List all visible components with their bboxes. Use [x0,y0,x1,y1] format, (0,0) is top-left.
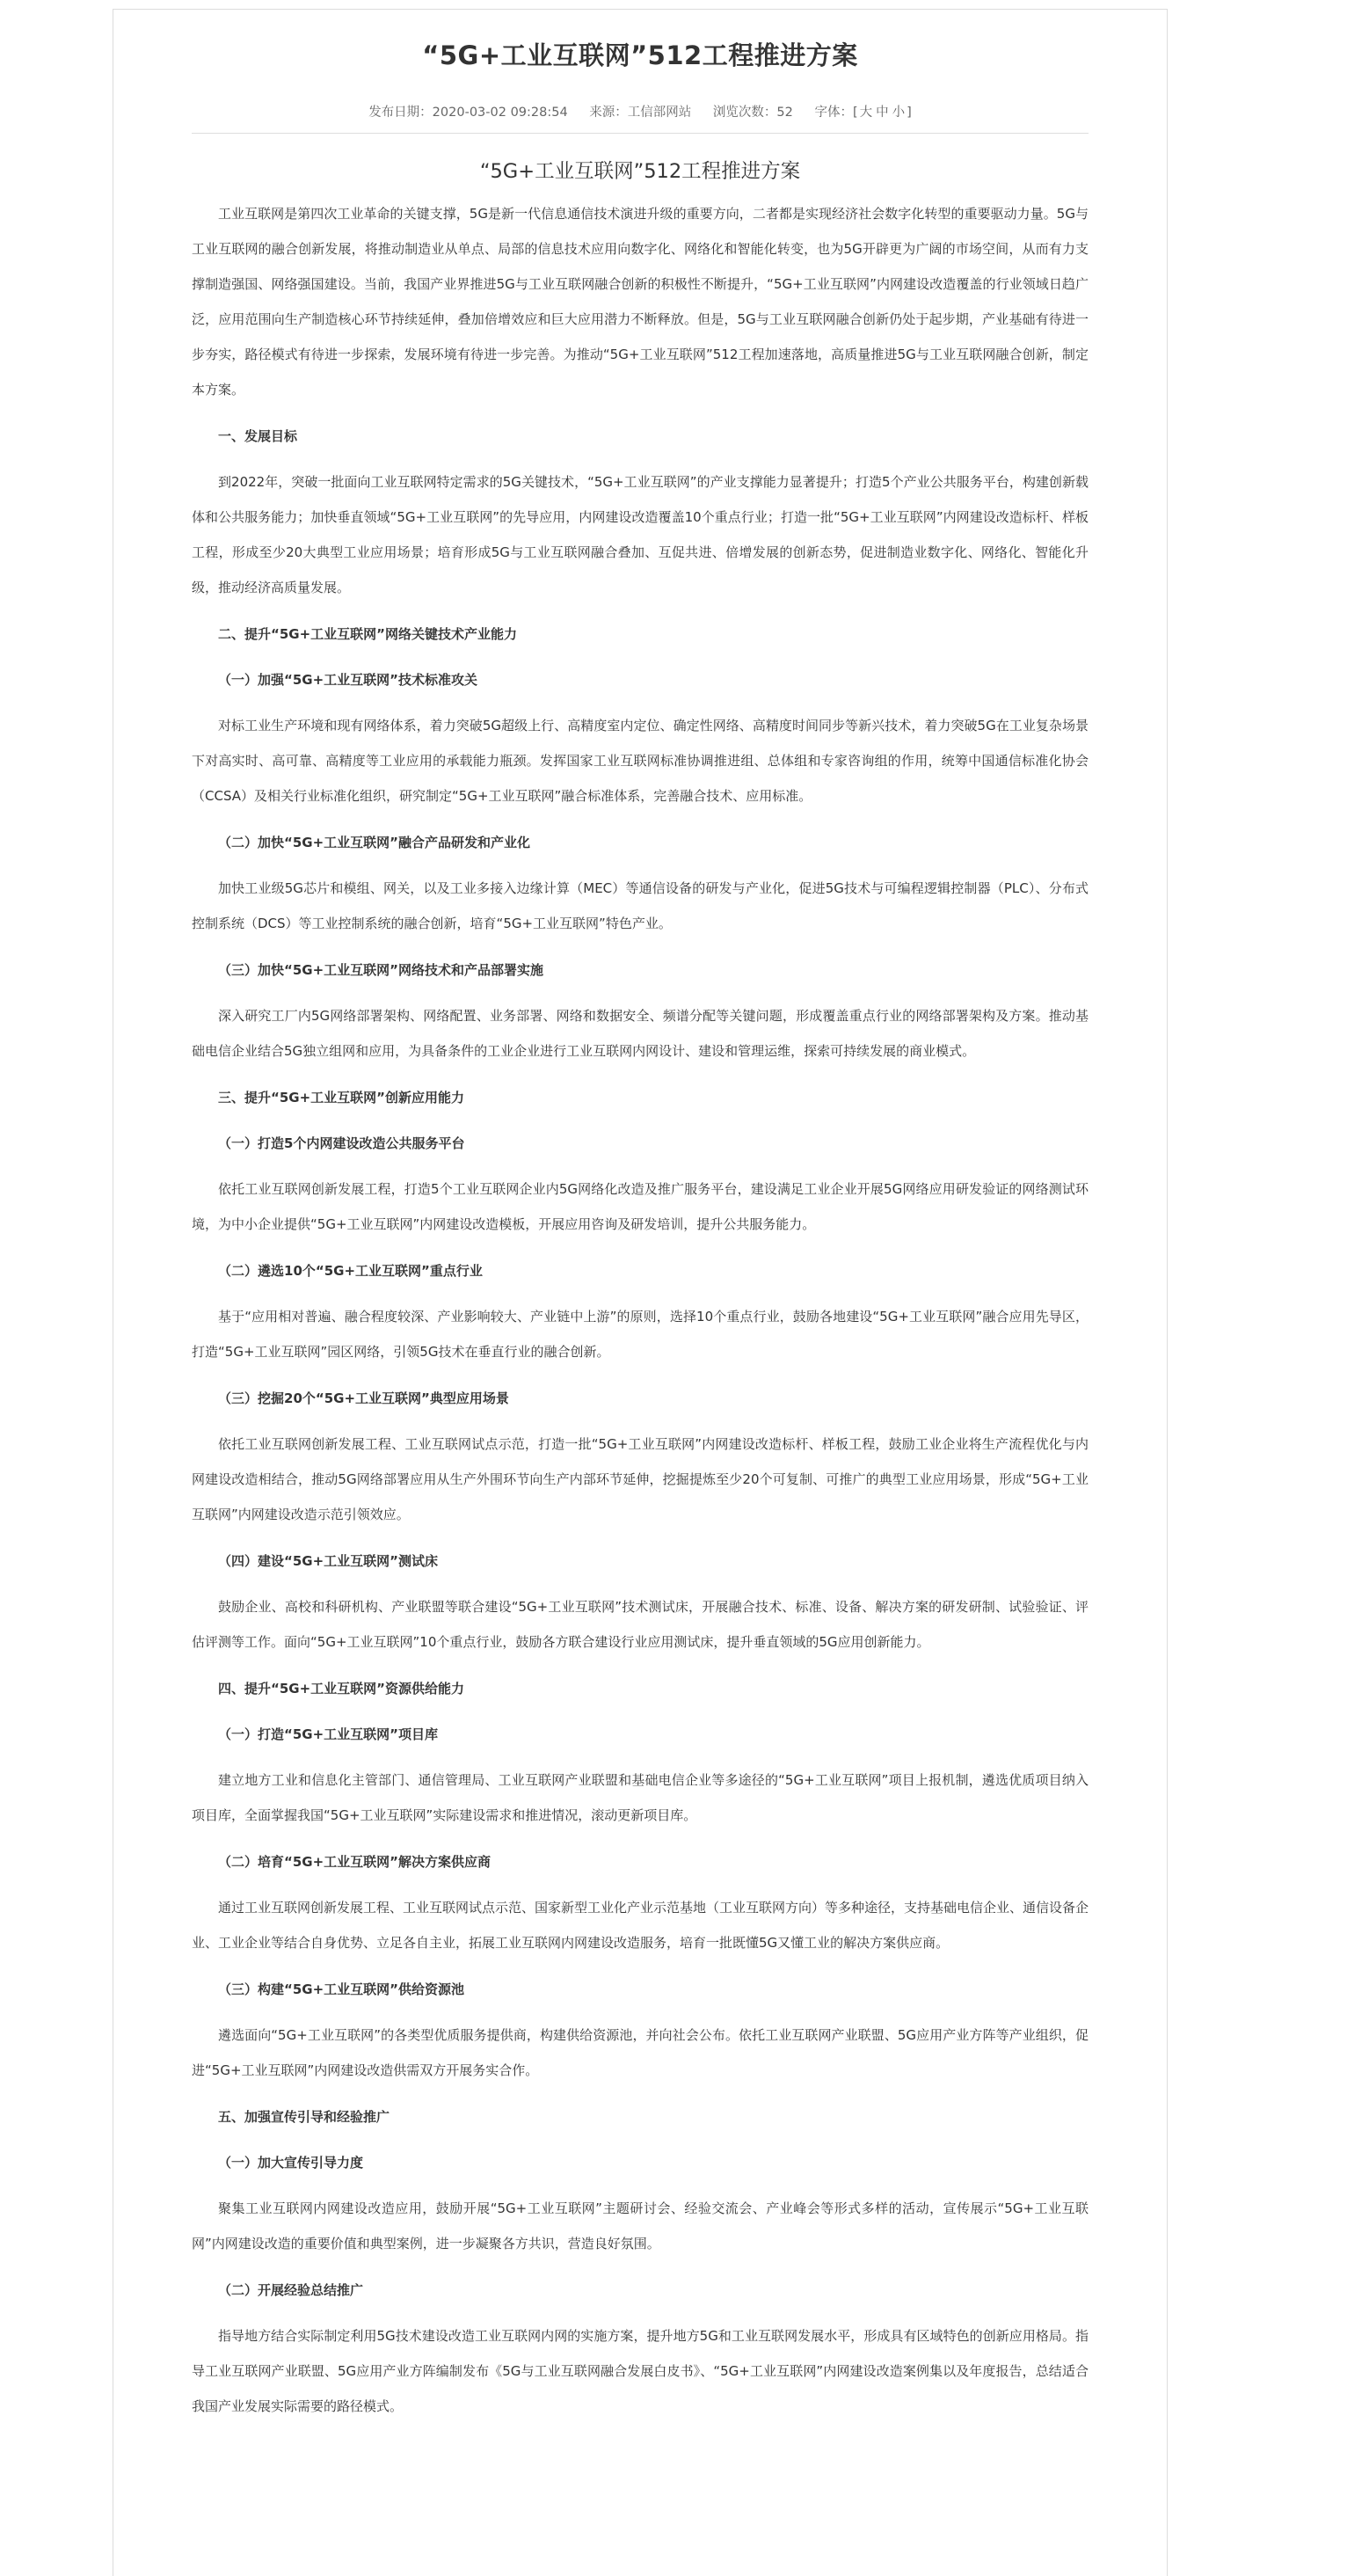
font-large-link[interactable]: 大 [859,106,873,120]
paragraph: 到2022年，突破一批面向工业互联网特定需求的5G关键技术，“5G+工业互联网”的产业支撑能力显著提升；打造5个产业公共服务平台，构建创新载体和公共服务能力；加快垂直领域“5G+工业互联网”的先导应用，内网建设改造覆盖10个重点行业；打造一批“5G+工业互联网”内网建设改造标杆、样板工程，形成至少20大典型工业应用场景；培育形成5G与工业互联网融合叠加、互促共进、倍增发展的创新态势，促进制造业数字化、网络化、智能化升级，推动经济高质量发展。 [192,474,1089,595]
section-heading: 二、提升“5G+工业互联网”网络关键技术产业能力 [218,626,518,642]
section-heading: （三）构建“5G+工业互联网”供给资源池 [218,1981,465,1997]
section-heading: 三、提升“5G+工业互联网”创新应用能力 [218,1090,465,1106]
section-heading: （二）培育“5G+工业互联网”解决方案供应商 [218,1854,492,1870]
divider [192,133,1089,134]
paragraph: 通过工业互联网创新发展工程、工业互联网试点示范、国家新型工业化产业示范基地（工业互联网方向）等多种途径，支持基础电信企业、通信设备企业、工业企业等结合自身优势、立足各自主业，拓展工业互联网内网建设改造服务，培育一批既懂5G又懂工业的解决方案供应商。 [192,1900,1089,1951]
article-heading: “5G+工业互联网”512工程推进方案 [479,160,801,183]
paragraph: 建立地方工业和信息化主管部门、通信管理局、工业互联网产业联盟和基础电信企业等多途径的“5G+工业互联网”项目上报机制，遴选优质项目纳入项目库，全面掌握我国“5G+工业互联网”实际建设需求和推进情况，滚动更新项目库。 [192,1772,1089,1823]
paragraph: 基于“应用相对普遍、融合程度较深、产业影响较大、产业链中上游”的原则，选择10个重点行业，鼓励各地建设“5G+工业互联网”融合应用先导区，打造“5G+工业互联网”园区网络，引领5G技术在垂直行业的融合创新。 [192,1309,1089,1360]
section-heading: （三）挖掘20个“5G+工业互联网”典型应用场景 [218,1390,509,1406]
article-meta [113,102,1167,120]
article-page [113,9,1168,2576]
paragraph: 对标工业生产环境和现有网络体系，着力突破5G超级上行、高精度室内定位、确定性网络、高精度时间同步等新兴技术，着力突破5G在工业复杂场景下对高实时、高可靠、高精度等工业应用的承载能力瓶颈。发挥国家工业互联网标准协调推进组、总体组和专家咨询组的作用，统筹中国通信标准化协会（CCSA）及相关行业标准化组织，研究制定“5G+工业互联网”融合标准体系，完善融合技术、应用标准。 [192,718,1089,804]
section-heading: （四）建设“5G+工业互联网”测试床 [218,1553,439,1569]
section-heading: 一、发展目标 [218,428,298,444]
section-heading: （二）遴选10个“5G+工业互联网”重点行业 [218,1263,483,1279]
font-size-close: ] [907,106,912,120]
publish-date: 发布日期：2020-03-02 09:28:54 [368,106,568,120]
section-heading: （一）打造“5G+工业互联网”项目库 [218,1726,439,1742]
font-size-label: 字体：[ [814,106,858,120]
section-heading: 五、加强宣传引导和经验推广 [218,2109,390,2125]
section-heading: （一）打造5个内网建设改造公共服务平台 [218,1135,465,1151]
source: 来源：工信部网站 [589,106,692,120]
section-heading: （二）开展经验总结推广 [218,2282,364,2298]
paragraph: 依托工业互联网创新发展工程、工业互联网试点示范，打造一批“5G+工业互联网”内网建设改造标杆、样板工程，鼓励工业企业将生产流程优化与内网建设改造相结合，推动5G网络部署应用从生产外围环节向生产内部环节延伸，挖掘提炼至少20个可复制、可推广的典型工业应用场景，形成“5G+工业互联网”内网建设改造示范引领效应。 [192,1436,1089,1522]
font-medium-link[interactable]: 中 [876,106,889,120]
section-heading: （一）加大宣传引导力度 [218,2155,364,2171]
paragraph: 依托工业互联网创新发展工程，打造5个工业互联网企业内5G网络化改造及推广服务平台，建设满足工业企业开展5G网络应用研发验证的网络测试环境，为中小企业提供“5G+工业互联网”内网建设改造模板，开展应用咨询及研发培训，提升公共服务能力。 [192,1181,1089,1232]
paragraph: 加快工业级5G芯片和模组、网关，以及工业多接入边缘计算（MEC）等通信设备的研发与产业化，促进5G技术与可编程逻辑控制器（PLC）、分布式控制系统（DCS）等工业控制系统的融合创新，培育“5G+工业互联网”特色产业。 [192,880,1089,931]
article-content [192,156,1089,2424]
paragraph: 深入研究工厂内5G网络部署架构、网络配置、业务部署、网络和数据安全、频谱分配等关键问题，形成覆盖重点行业的网络部署架构及方案。推动基础电信企业结合5G独立组网和应用，为具备条件的工业企业进行工业互联网内网设计、建设和管理运维，探索可持续发展的商业模式。 [192,1008,1089,1059]
paragraph: 工业互联网是第四次工业革命的关键支撑，5G是新一代信息通信技术演进升级的重要方向，二者都是实现经济社会数字化转型的重要驱动力量。5G与工业互联网的融合创新发展，将推动制造业从单点、局部的信息技术应用向数字化、网络化和智能化转变，也为5G开辟更为广阔的市场空间，从而有力支撑制造强国、网络强国建设。当前，我国产业界推进5G与工业互联网融合创新的积极性不断提升，“5G+工业互联网”内网建设改造覆盖的行业领域日趋广泛，应用范围向生产制造核心环节持续延伸，叠加倍增效应和巨大应用潜力不断释放。但是，5G与工业互联网融合创新仍处于起步期，产业基础有待进一步夯实，路径模式有待进一步探索，发展环境有待进一步完善。为推动“5G+工业互联网”512工程加速落地，高质量推进5G与工业互联网融合创新，制定本方案。 [192,206,1089,398]
page-title: “5G+工业互联网”512工程推进方案 [422,40,858,70]
paragraph: 指导地方结合实际制定利用5G技术建设改造工业互联网内网的实施方案，提升地方5G和工业互联网发展水平，形成具有区域特色的创新应用格局。指导工业互联网产业联盟、5G应用产业方阵编制发布《5G与工业互联网融合发展白皮书》、“5G+工业互联网”内网建设改造案例集以及年度报告，总结适合我国产业发展实际需要的路径模式。 [192,2328,1089,2414]
section-heading: （一）加强“5G+工业互联网”技术标准攻关 [218,672,478,688]
paragraph: 鼓励企业、高校和科研机构、产业联盟等联合建设“5G+工业互联网”技术测试床，开展融合技术、标准、设备、解决方案的研发研制、试验验证、评估评测等工作。面向“5G+工业互联网”10个重点行业，鼓励各方联合建设行业应用测试床，提升垂直领域的5G应用创新能力。 [192,1599,1089,1650]
paragraph: 聚集工业互联网内网建设改造应用，鼓励开展“5G+工业互联网”主题研讨会、经验交流会、产业峰会等形式多样的活动，宣传展示“5G+工业互联网”内网建设改造的重要价值和典型案例，进一步凝聚各方共识，营造良好氛围。 [192,2200,1089,2251]
font-size-switcher [814,106,911,120]
section-heading: （二）加快“5G+工业互联网”融合产品研发和产业化 [218,835,531,850]
view-count: 浏览次数：52 [712,106,793,120]
section-heading: 四、提升“5G+工业互联网”资源供给能力 [218,1681,465,1697]
paragraph: 遴选面向“5G+工业互联网”的各类型优质服务提供商，构建供给资源池，并向社会公布。依托工业互联网产业联盟、5G应用产业方阵等产业组织，促进“5G+工业互联网”内网建设改造供需双方开展务实合作。 [192,2027,1089,2078]
section-heading: （三）加快“5G+工业互联网”网络技术和产品部署实施 [218,962,544,978]
font-small-link[interactable]: 小 [892,106,906,120]
